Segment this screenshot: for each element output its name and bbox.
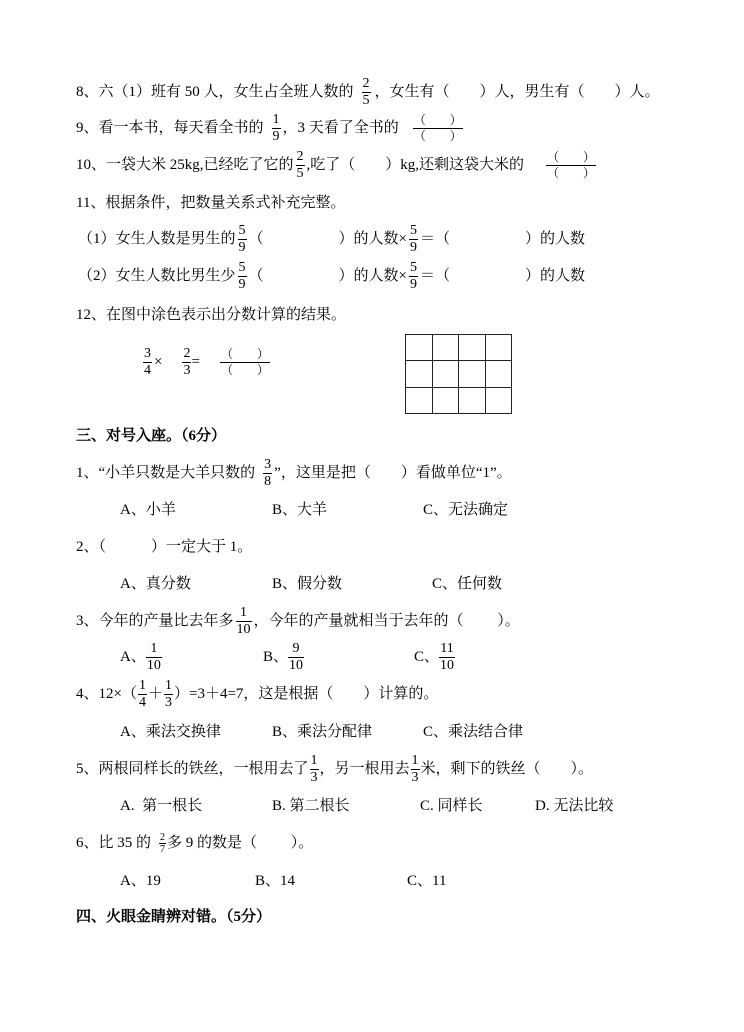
fraction-numerator: 1 [164,677,172,693]
question-9 [76,111,463,144]
fraction [182,346,191,379]
fraction-numerator: 2 [183,345,191,361]
choice-question-2 [76,537,252,557]
fraction-denominator: 5 [362,92,370,108]
question-12-text: 12、在图中涂色表示出分数计算的结果。 [76,307,347,323]
fraction-denominator: 3 [310,769,318,785]
choice-question-6 [76,833,313,853]
grid-cell [406,361,432,386]
option-b: B、乘法分配律 [272,724,373,740]
fraction [238,223,247,256]
fraction-numerator: 2 [296,148,304,164]
fraction-denominator: 9 [238,276,246,292]
question-10-text-b: ,吃了（ ）kg,还剩这袋大米的 [306,157,525,173]
fraction-denominator: 7 [160,843,166,855]
option-c: C、无法确定 [423,502,509,518]
option-a: A、19 [120,873,161,889]
answer-numerator-blank: （ ） [220,347,269,361]
fraction [310,753,319,786]
fraction [288,641,304,674]
grid-cell [406,335,432,360]
fraction-denominator: 9 [409,276,417,292]
fraction [138,678,147,711]
answer-numerator-blank: （ ） [547,150,596,164]
fraction [409,260,418,293]
question-8-text-b: ，女生有（ ）人，男生有（ ）人。 [374,84,660,100]
fraction-numerator: 5 [409,259,417,275]
grid-cell [406,388,432,413]
fraction-denominator: 4 [138,694,146,710]
item-text-b: （ ）的人数× [248,231,407,247]
section-3-title [76,426,226,446]
answer-fraction-blank [220,347,270,377]
fraction-denominator: 10 [289,657,304,673]
section-3-title-text: 三、对号入座。（6分） [76,428,227,444]
fraction-numerator: 3 [144,345,151,361]
fraction [263,457,272,490]
question-text-c: 米，剩下的铁丝（ ）。 [420,761,594,777]
option-c: C、11 [407,873,447,889]
grid-cell [433,361,459,386]
fraction-numerator: 5 [238,222,246,238]
question-11 [76,193,345,213]
fraction-numerator: 1 [146,641,162,658]
option-c [414,640,455,673]
fraction-numerator: 2 [362,75,370,91]
grid-cell [486,361,512,386]
multiply-sign: × [154,354,163,370]
question-text: 2、（ ）一定大于 1。 [76,539,253,555]
fraction [164,678,173,711]
option-b: B、大羊 [272,502,328,518]
question-text-b: 多 9 的数是（ ）。 [167,835,314,851]
option-a: A、真分数 [120,576,191,592]
grid-cell [459,388,485,413]
question-10-text-a: 10、一袋大米 25kg,已经吃了它的 [76,157,294,173]
question-12-expression [143,345,270,378]
fraction [409,223,418,256]
question-text-a: 5、两根同样长的铁丝，一根用去了 [76,761,309,777]
fraction-denominator: 5 [296,165,304,181]
choice-question-5 [76,752,594,785]
question-10 [76,148,596,181]
fraction [272,112,281,145]
fraction [439,641,455,674]
option-c: C、任何数 [432,576,503,592]
answer-denominator-blank: （ ） [220,363,269,377]
fraction-denominator: 8 [264,473,272,489]
option-a: A、乘法交换律 [120,724,221,740]
fraction-numerator: 5 [409,222,417,238]
grid-cell [433,388,459,413]
answer-fraction-blank [546,150,596,180]
option-c: C、乘法结合律 [423,724,524,740]
question-8 [76,75,660,108]
option-label: C、 [414,649,440,665]
question-9-text-a: 9、看一本书，每天看全书的 [76,120,264,136]
question-text-a: 3、今年的产量比去年多 [76,613,234,629]
fraction-numerator: 5 [238,259,246,275]
fraction-denominator: 10 [440,657,455,673]
question-11-item-1 [78,222,585,255]
question-9-text-b: ，3 天看了全书的 [282,120,399,136]
grid-cell [459,335,485,360]
choice-question-1 [76,456,512,489]
fraction [362,76,371,109]
question-11-text: 11、根据条件，把数量关系式补充完整。 [76,195,346,211]
grid-cell [486,335,512,360]
fraction [236,605,252,638]
fraction-denominator: 3 [411,769,419,785]
fraction-numerator: 2 [160,831,166,843]
grid-cell [486,388,512,413]
fraction-denominator: 10 [236,621,251,637]
grid-cell [459,361,485,386]
option-b: B. 第二根长 [272,798,350,814]
question-text-a: 6、比 35 的 [76,835,152,851]
fraction-denominator: 10 [146,657,161,673]
choice-question-3 [76,604,520,637]
option-a: A. 第一根长 [120,798,203,814]
fraction-denominator: 9 [238,239,246,255]
fraction-denominator: 3 [183,362,191,378]
fraction-numerator: 1 [411,752,419,768]
answer-denominator-blank: （ ） [547,166,596,180]
option-a: A、小羊 [120,502,176,518]
shading-grid [405,334,512,414]
question-11-item-2 [78,259,585,292]
question-8-text-a: 8、六（1）班有 50 人，女生占全班人数的 [76,84,354,100]
question-text-b: ）=3＋4=7，这是根据（ ）计算的。 [173,686,439,702]
item-text-a: （2）女生人数比男生少 [78,268,236,284]
question-12 [76,305,346,325]
option-b: B、假分数 [272,576,343,592]
plus-sign: ＋ [147,686,163,702]
fraction-denominator: 3 [164,694,172,710]
fraction-numerator: 3 [264,456,272,472]
question-text-b: ，另一根用去 [319,761,410,777]
fraction [296,149,305,182]
fraction [159,832,166,855]
fraction-numerator: 1 [310,752,318,768]
fraction-denominator: 9 [409,239,417,255]
fraction [143,346,152,379]
fraction-numerator: 9 [288,641,304,658]
question-text-b: ”，这里是把（ ）看做单位“1”。 [274,465,512,481]
fraction-numerator: 1 [272,111,280,127]
option-a [120,640,162,673]
option-b [263,640,304,673]
item-text-c: ＝（ ）的人数 [419,268,585,284]
question-text-b: ，今年的产量就相当于去年的（ ）。 [253,613,520,629]
fraction-numerator: 1 [236,605,252,622]
answer-denominator-blank: （ ） [413,129,462,143]
item-text-b: （ ）的人数× [248,268,407,284]
item-text-a: （1）女生人数是男生的 [78,231,236,247]
section-4-title [76,907,271,927]
option-label: A、 [120,649,146,665]
fraction-numerator: 1 [138,677,146,693]
question-text-a: 1、“小羊只数是大羊只数的 [76,465,256,481]
fraction-numerator: 11 [440,640,454,656]
item-text-c: ＝（ ）的人数 [419,231,585,247]
fraction-denominator: 9 [272,128,280,144]
section-4-title-text: 四、火眼金睛辨对错。（5分） [76,909,272,925]
question-text-a: 4、12×（ [76,686,137,702]
choice-question-4 [76,677,439,710]
fraction [238,260,247,293]
equals-sign: = [191,354,200,370]
answer-fraction-blank [413,113,463,143]
option-label: B、 [263,649,289,665]
answer-numerator-blank: （ ） [413,113,462,127]
grid-cell [433,335,459,360]
fraction [411,753,420,786]
fraction [146,641,162,674]
option-b: B、14 [255,873,296,889]
option-d: D. 无法比较 [535,798,614,814]
option-c: C. 同样长 [420,798,483,814]
fraction-denominator: 4 [144,362,151,378]
